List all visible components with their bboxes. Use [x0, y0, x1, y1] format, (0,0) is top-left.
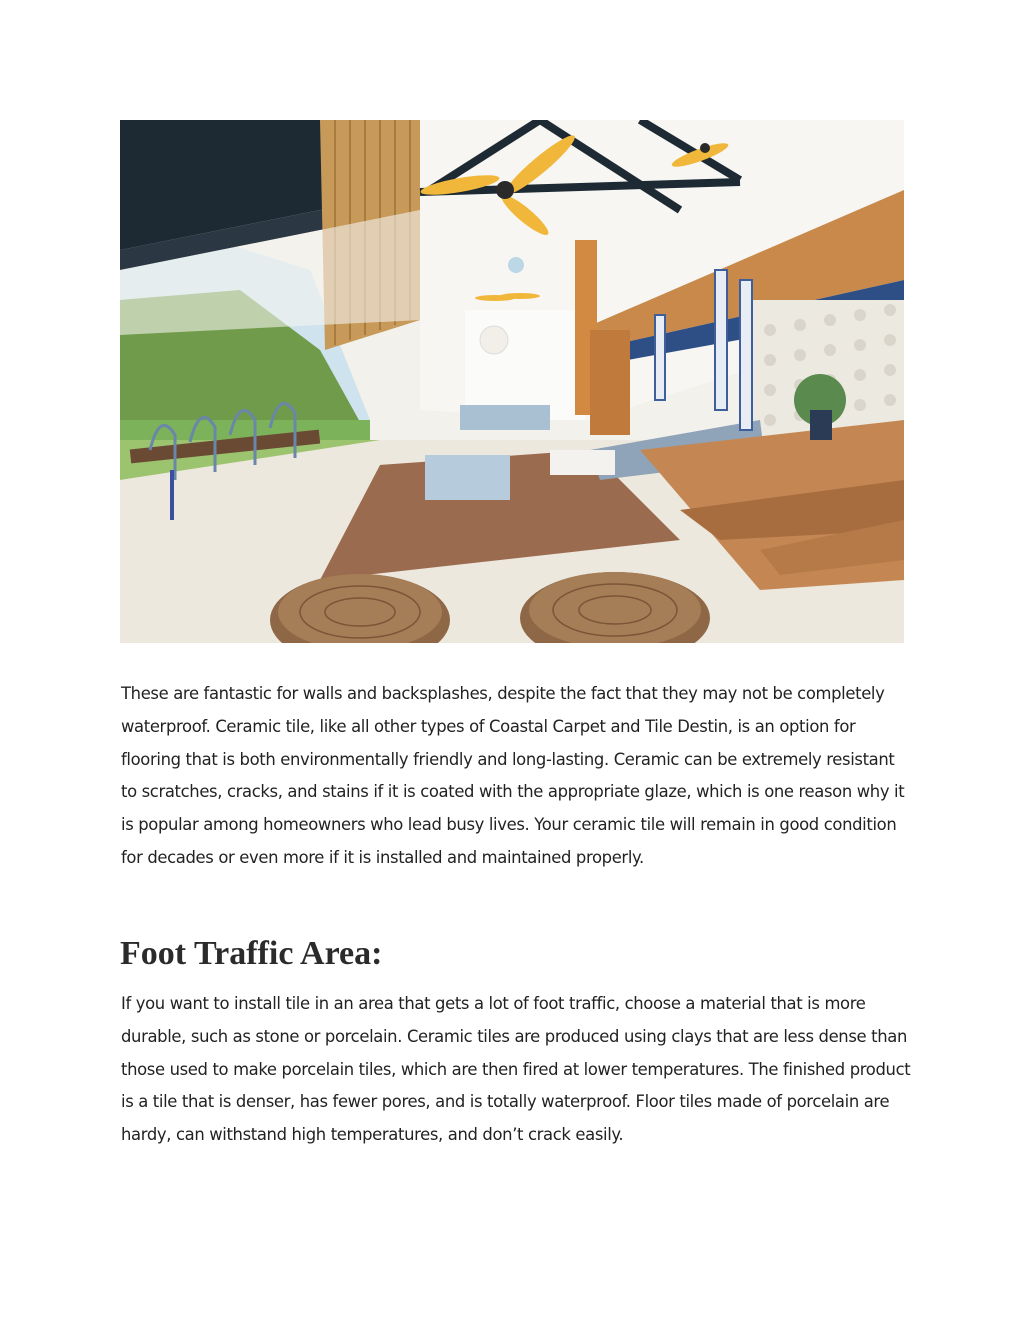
- paragraph-foot-traffic: If you want to install tile in an area that gets a lot of foot traffic, choose a material that is more durable, such as stone or porcelain. Ceramic tiles are produced using clays that are less dense than those used to make porcelain tiles, which are then fired at lower temperatures. The finished product is a tile that is denser, has fewer pores, and is totally waterproof. Floor tiles made of porcelain are hardy, can withstand high temperatures, and don’t crack easily.: [121, 994, 911, 1145]
- section-heading: Foot Traffic Area:: [120, 935, 383, 972]
- living-room-photo: [120, 120, 904, 643]
- paragraph-ceramic-tile: These are fantastic for walls and backsplashes, despite the fact that they may not be completely waterproof. Ceramic tile, like all other types of Coastal Carpet and Tile Destin, is an option for flooring that is both environmentally friendly and long-lasting. Ceramic can be extremely resistant to scratches, cracks, and stains if it is coated with the appropriate glaze, which is one reason why it is popular among homeowners who lead busy lives. Your ceramic tile will remain in good condition for decades or even more if it is installed and maintained properly.: [121, 684, 905, 867]
